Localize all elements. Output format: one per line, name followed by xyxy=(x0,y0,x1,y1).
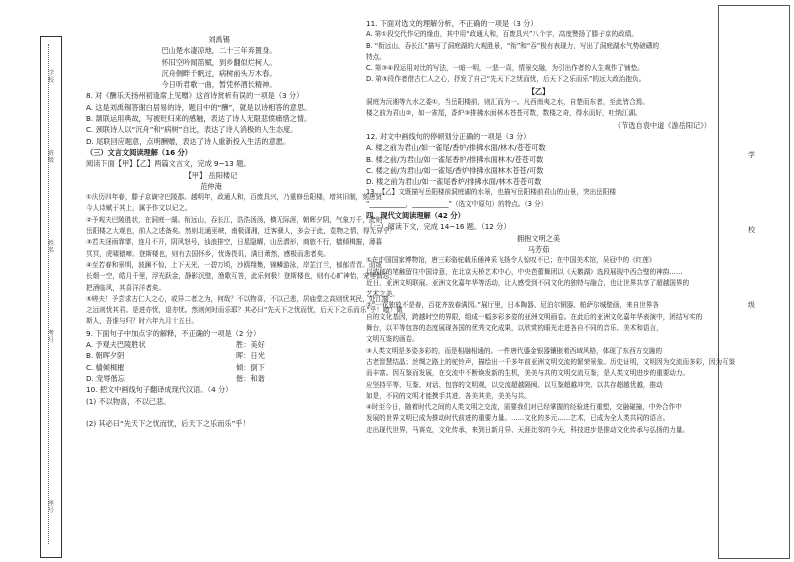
question-9-option: B. 朝晖夕阴 晖：日光 xyxy=(86,351,265,361)
essay-line: ④时至今日，随着时代之间的人类文明之交流，需要我们对已经掌握的经验进行重塑，交融碰撞，中外合作中 xyxy=(366,403,682,412)
question-10-item xyxy=(86,407,336,418)
binding-label-school: 学校 xyxy=(47,70,54,84)
text-yi-line: 楼之前为君山②，如一雀尾，香炉③排拂水面林木苍苍可数，数楼之奇，得水而好，吐纳江湖。 xyxy=(366,109,642,118)
question-10-stem: 10. 把文中画线句子翻译成现代汉语。（4 分） xyxy=(86,385,233,395)
poem-line: 巴山楚水凄凉地，二十三年弃置身。 xyxy=(161,46,277,56)
text-jia-line: ⑤嗟夫！予尝求古仁人之心，或异二者之为，何哉？不以物喜，不以己悲，居庙堂之高则忧其民，处江湖 xyxy=(86,294,389,303)
question-12-option: A. 楼之前为君山/如一雀尾/香炉/排拂水面/林木/苍苍可数 xyxy=(366,143,546,153)
part-1-instructions: （一）阅读下文，完成 14~16 题。（12 分） xyxy=(366,222,511,232)
text-yi-title: 【乙】 xyxy=(527,86,550,96)
essay-line: 应坚持平等、互鉴、对话、包容的文明观，以交流超越隔阂、以互鉴超越冲突、以共存超越优越，推动 xyxy=(366,380,663,389)
poem-line: 沉舟侧畔千帆过，病树前头万木春。 xyxy=(161,68,277,78)
essay-line: 艺术之美。 xyxy=(366,290,399,299)
question-9-option: C. 樯倾楫摧 倾：倒下 xyxy=(86,362,265,372)
score-margin xyxy=(718,5,790,559)
text-jia-line: 之远则忧其君。是进亦忧，退亦忧。然则何时而乐耶？其必曰“先天下之忧而忧，后天下之乐而乐”乎！噫！微 xyxy=(86,306,403,315)
binding-dotted-line xyxy=(48,44,53,544)
text-jia-line: 斯人，吾谁与归？时六年九月十五日。 xyxy=(86,317,199,326)
question-11-option: A. 第①段交代作记的缘由，其中用“政通人和，百废具兴”八个字，高度赞扬了滕子京的政绩。 xyxy=(366,30,638,39)
text-jia-line: 长烟一空，皓月千里，浮光跃金，静影沉璧，渔歌互答，此乐何极！登斯楼也，则有心旷神怡，宠辱偕忘， xyxy=(86,272,396,281)
text-jia-line: 冥冥，虎啸猿啼。登斯楼也，则有去国怀乡，忧谗畏讥，满目萧然，感极而悲者矣。 xyxy=(86,249,330,258)
score-margin-char-1: 学 xyxy=(748,151,755,159)
question-11-stem: 11. 下面对选文的理解分析，不正确的一项是（3 分） xyxy=(366,19,538,28)
question-11-option: C. 第③④段运用对比的写法，一暗一明，一悲一喜，情景交融，为引出作者的人生观作了铺垫。 xyxy=(366,64,644,73)
essay-line: ③人类文明是多姿多彩的，而是相融相通的。一件唐代鎏金银器镶嵌着西域风格，体现了东西方交融的 xyxy=(366,346,663,355)
poem-line: 怀旧空吟闻笛赋，到乡翻似烂柯人。 xyxy=(161,57,277,67)
essay-title: 拥抱文明之美 xyxy=(516,233,561,243)
question-12-stem: 12. 对文中画线句的停顿划分正确的一项是（3 分） xyxy=(366,131,531,141)
essay-line: 自的文化基因，跨越时空的界限，组成一幅多彩多姿的亚洲文明画卷。在此后的亚洲文化嘉年华表演中，团结写实的 xyxy=(366,312,703,321)
essay-line: 走出现代世界，马赛克，文化传承，来到日新月异、天涯比邻的今天，科技进步是推动文化传承与弘扬的力量。 xyxy=(366,425,690,434)
question-11-option: 特点。 xyxy=(366,52,386,61)
essay-line: 近日，亚洲文明联展、亚洲文化嘉年华等活动，让人感受到不同文化的独特与融合，也让世界共享了超越国界的 xyxy=(366,278,690,287)
question-11-option: B. “衔远山，吞长江”描写了洞庭湖的大观胜景，“衔”和“吞”极有表现力，写出了洞庭湖水气势磅礴的 xyxy=(366,41,659,50)
section-4-title: 四、现代文阅读理解（42 分） xyxy=(366,211,465,221)
essay-line: 如是，不同的文明才能携手共进、各美其美，美美与共。 xyxy=(366,391,531,400)
right-column xyxy=(366,18,736,436)
poem-line: 今日听君歌一曲，暂凭杯酒长精神。 xyxy=(161,80,277,90)
poem-author: 刘禹锡 xyxy=(208,35,230,44)
text-jia-line: ③若夫淫雨霏霏，连月不开，阴风怒号，浊浪排空，日星隐曜，山岳潜形，商旅不行，樯倾楫摧，薄暮 xyxy=(86,238,383,247)
question-10-item: (2) 其必曰“先天下之忧而忧，后天下之乐而乐”乎！ xyxy=(86,419,250,429)
section-3-instructions: 阅读下面【甲】【乙】两篇文言文，完成 9~13 题。 xyxy=(86,159,251,169)
score-margin-char-2: 校 xyxy=(748,226,755,234)
question-8-stem: 8. 对《酬乐天扬州初逢席上见赠》这首诗赏析有误的一项是（3 分） xyxy=(86,91,304,101)
binding-label-class: 班级 xyxy=(47,150,54,164)
binding-label-examno: 考号 xyxy=(47,330,54,344)
question-8-option: B. 颔联运用典故，写被贬归来的感触，表达了诗人无限悲愤痛惜之情。 xyxy=(86,114,312,124)
text-jia-line: 岳阳楼之大观也，前人之述备矣。然则北通巫峡，南极潇湘，迁客骚人，多会于此，览物之情，得无异乎？ xyxy=(86,227,396,236)
essay-line: 而丰富。因互鉴而发展，在交流中不断焕发新的生机，美美与共的文明交流互鉴，是人类文明进步的重要动力。 xyxy=(366,369,690,378)
text-jia-line: ④至若春和景明，波澜不惊，上下天光，一碧万顷，沙鸥翔集，锦鳞游泳，岸芷汀兰，郁郁青青。而或 xyxy=(86,260,383,269)
question-9-option: D. 宠辱偕忘 偕：和谐 xyxy=(86,373,265,383)
question-9-stem: 9. 下面句子中加点字的解释，不正确的一项是（2 分） xyxy=(86,328,261,338)
text-jia-line: 今人诗赋于其上，属予作文以记之。 xyxy=(86,204,192,213)
question-9-option: A. 予观夫巴陵胜状 胜：美好 xyxy=(86,340,265,350)
question-10-item: (1) 不以物喜，不以己悲。 xyxy=(86,396,171,406)
essay-line: ①在中国国家博物馆，唐三彩骆驼载乐俑神采飞扬令人惊叹不已；在中国美术馆，吴冠中的《红莲》 xyxy=(366,256,656,265)
essay-line: 古老智慧结晶；丝绸之路上的驼铃声，描绘出一千多年前亚洲文明交流的繁荣景象。历史证明，文明因为交流而多彩，因为互鉴 xyxy=(366,357,736,366)
section-3-title: （三）文言文阅读理解（16 分） xyxy=(86,147,192,157)
essay-line: 文明互鉴的画卷。 xyxy=(366,335,419,344)
question-12-option: B. 楼之前/为君山/如一雀尾香炉/排拂水面林木/苍苍可数 xyxy=(366,154,544,164)
binding-label-seat: 座号 xyxy=(47,500,54,514)
text-jia-line: ①庆历四年春，滕子京谪守巴陵郡。越明年，政通人和，百废具兴，乃重修岳阳楼，增其旧制，刻唐贤 xyxy=(86,193,383,202)
binding-label-name: 姓名 xyxy=(47,240,54,254)
essay-line: 舞台，以平等包容的态度展现各国的优秀文化成果，以欣赏的眼光走进各自不同的音乐、美术和语言， xyxy=(366,324,663,333)
question-8-option: D. 尾联回应题意，点明酬赠，表达了诗人重新投入生活的意愿。 xyxy=(86,136,291,146)
text-yi-line: 洞庭为沅湘等九水之委①，当岳阳楼前，则汇而为一。凡西南夷之水，自楚而东者，至此皆合焉。 xyxy=(366,98,649,107)
question-12-option: C. 楼之前/为君山/如一雀尾/香炉排拂水面林木苍苍/可数 xyxy=(366,165,544,175)
score-margin-char-3: 级 xyxy=(748,301,755,309)
text-jia-line: 把酒临风，其喜洋洋者矣。 xyxy=(86,283,166,292)
essay-line: 以浓郁的笔触留住中国诗意，在北京天桥艺术中心，中央芭蕾舞团以《天鹅湖》选段展现中西合璧的神韵…… xyxy=(366,267,683,276)
text-jia-line: ②予观夫巴陵胜状，在洞庭一湖。衔远山，吞长江，浩浩汤汤，横无际涯，朝晖夕阴，气象万千，此则 xyxy=(86,215,383,224)
essay-author: 马芳茹 xyxy=(527,244,550,254)
essay-line: 发展的世界文明已成为推动时代前进的重要力量。……文化的多元……艺术，已成为全人类共同的语言。 xyxy=(366,414,670,423)
essay-line: ②“一花独放不是春，百花齐放春满园。”展厅里，日本陶器、尼泊尔铜器、帕萨尔城壁画，来自世界各 xyxy=(366,301,659,310)
text-yi-source: （节选自袁中道《游岳阳记》） xyxy=(613,120,711,130)
question-12-option: D. 楼之前为君山/如一雀尾香炉/排拂水面/林木苍苍可数 xyxy=(366,177,542,187)
question-13-line: 13. 【乙】文既描写岳阳楼前洞庭湖的水景，也描写岳阳楼前君山的山景，突出岳阳楼 xyxy=(366,188,616,197)
question-11-option: D. 第⑤段作者借古仁人之心，抒发了自己“先天下之忧而忧，后天下之乐而乐”的远大政治抱负。 xyxy=(366,75,646,84)
text-jia-author: 范仲淹 xyxy=(200,181,222,191)
question-8-option: C. 颈联诗人以“沉舟”和“病树”自比，表达了诗人消极的人生态度。 xyxy=(86,125,298,135)
question-13-line: “___________，___________”（选文中原句）的特点。（3 分） xyxy=(366,199,548,208)
text-jia-title: 【甲】 岳阳楼记 xyxy=(184,170,238,180)
question-8-option: A. 这是刘禹锡答谢白居易的诗，题目中的“酬”，就是以诗相答的意思。 xyxy=(86,102,312,112)
